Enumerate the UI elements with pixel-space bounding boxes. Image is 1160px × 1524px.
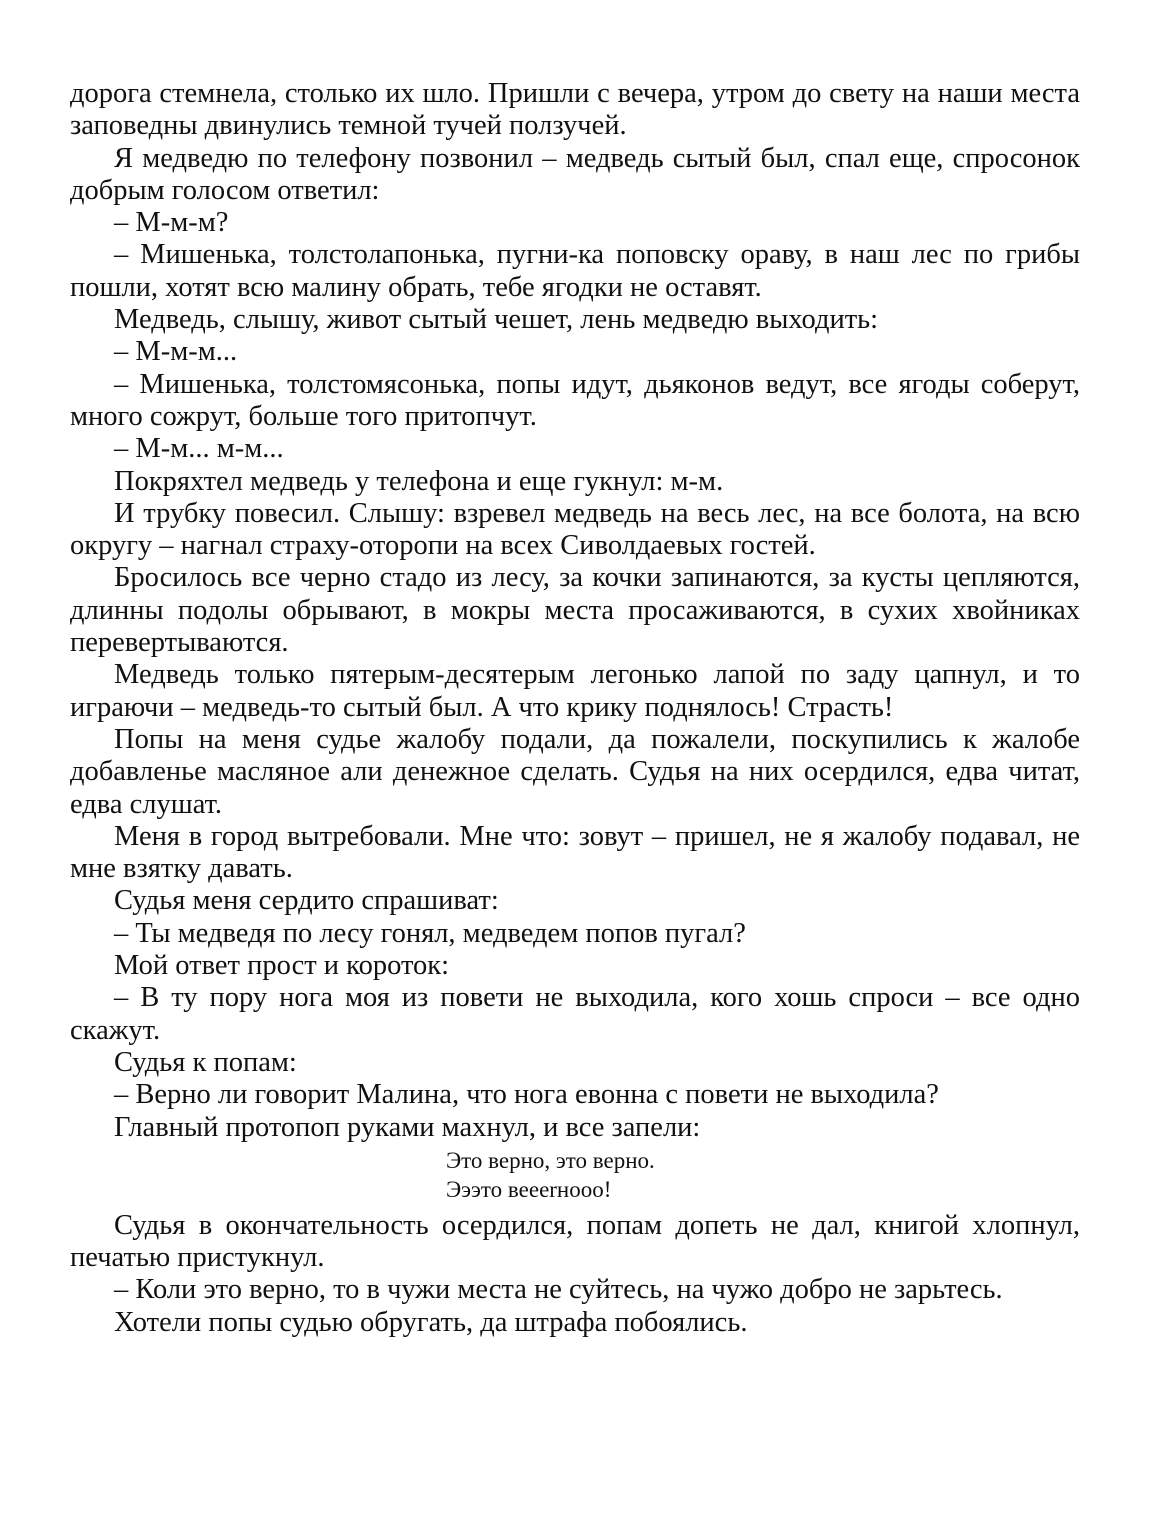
paragraph: Покряхтел медведь у телефона и еще гукнул: м-м. (114, 465, 724, 497)
paragraph: Судья к попам: (114, 1046, 297, 1078)
paragraph: Медведь только пятерым-десятерым легонько лапой по заду цапнул, и то играючи – медведь-то сытый был. А что крику поднялось! Страсть! (70, 659, 1080, 723)
paragraph: Медведь, слышу, живот сытый чешет, лень медведю выходить: (114, 304, 879, 336)
dialogue-line: – Мишенька, толстолапонька, пугни-ка поповску ораву, в наш лес по грибы пошли, хотят всю малину обрать, тебе ягодки не оставят. (70, 239, 1080, 303)
paragraph: Меня в город вытребовали. Мне что: зовут – пришел, не я жалобу подавал, не мне взятку давать. (70, 820, 1080, 885)
paragraph: Главный протопоп руками махнул, и все запели: (114, 1111, 701, 1143)
paragraph: Хотели попы судью обругать, да штрафа побоялись. (114, 1306, 748, 1338)
dialogue-line: – В ту пору нога моя из повети не выходила, кого хошь спроси – все одно скажут. (70, 982, 1080, 1046)
paragraph: И трубку повесил. Слышу: взревел медведь на весь лес, на все болота, на всю округу – нагнал страху-оторопи на всех Сиволдаевых гостей. (70, 497, 1080, 562)
dialogue-line: – М-м-м... (114, 336, 238, 368)
paragraph: Я медведю по телефону позвонил – медведь сытый был, спал еще, спросонок добрым голосом ответил: (70, 142, 1080, 206)
paragraph: дорога стемнела, столько их шло. Пришли с вечера, утром до свету на наши места заповедны двинулись темной тучей ползучей. (70, 78, 1080, 142)
dialogue-line: – Верно ли говорит Малина, что нога евонна с повети не выходила? (114, 1079, 939, 1111)
dialogue-line: – Ты медведя по лесу гонял, медведем попов пугал? (114, 917, 746, 949)
dialogue-line: – М-м... м-м... (114, 433, 284, 465)
dialogue-line: – Мишенька, толстомясонька, попы идут, дьяконов ведут, все ягоды соберут, много сожрут, больше того притопчут. (70, 368, 1080, 432)
paragraph: Судья меня сердито спрашиват: (114, 885, 499, 917)
dialogue-line: – Коли это верно, то в чужи места не суйтесь, на чужо добро не зарьтесь. (114, 1274, 1003, 1306)
verse-line: Это верно, это верно. (446, 1147, 655, 1173)
paragraph: Судья в окончательность осердился, попам допеть не дал, книгой хлопнул, печатью пристукнул. (70, 1209, 1080, 1274)
paragraph: Мой ответ прост и короток: (114, 950, 450, 982)
paragraph: Попы на меня судье жалобу подали, да пожалели, поскупились к жалобе добавленье масляное али денежное сделать. Судья на них осердился, едва читат, едва слушат. (70, 723, 1080, 820)
paragraph: Бросилось все черно стадо из лесу, за кочки запинаются, за кусты цепляются, длинны подолы обрывают, в мокры места просаживаются, в сухих хвойниках перевертываются. (70, 562, 1080, 659)
song-verse (446, 1146, 1080, 1204)
dialogue-line: – М-м-м? (114, 207, 229, 239)
document-page (70, 78, 1080, 1339)
verse-line: Эээто веееrнооо! (446, 1176, 612, 1202)
